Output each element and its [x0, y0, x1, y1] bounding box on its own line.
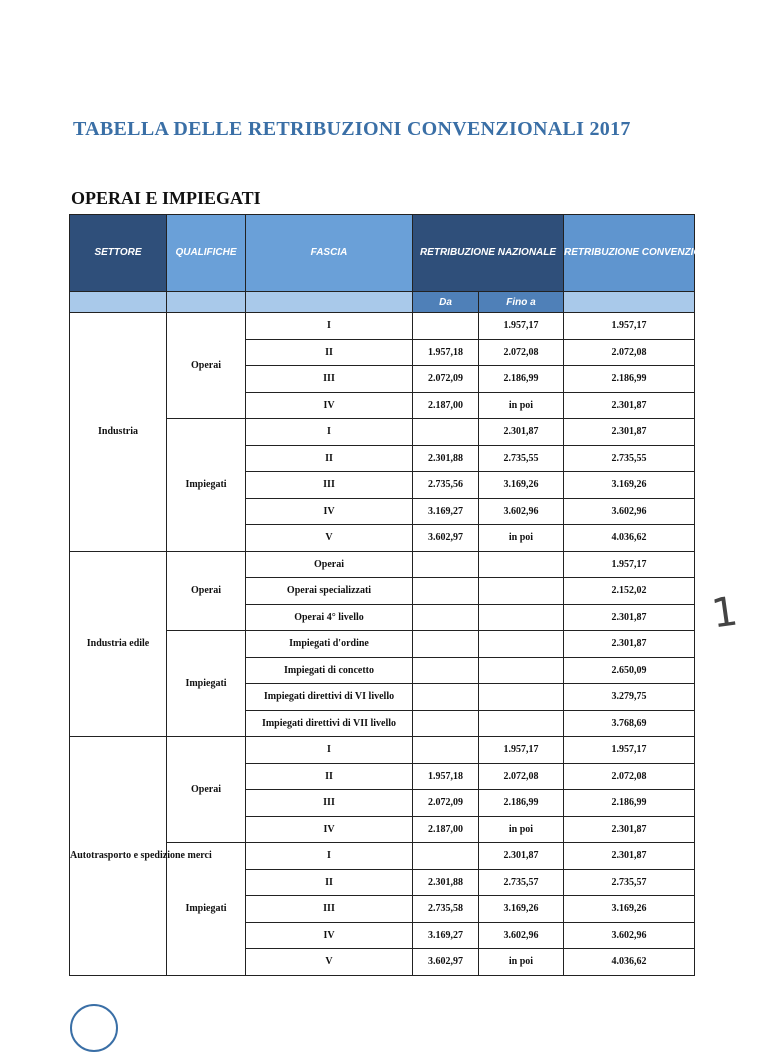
- fino-cell: 3.169,26: [479, 896, 564, 923]
- fascia-cell: III: [246, 896, 413, 923]
- fino-cell: in poi: [479, 816, 564, 843]
- conv-cell: 2.735,55: [564, 445, 695, 472]
- da-cell: 2.187,00: [413, 816, 479, 843]
- fascia-cell: III: [246, 790, 413, 817]
- fascia-cell: Operai 4° livello: [246, 604, 413, 631]
- fino-cell: 2.301,87: [479, 419, 564, 446]
- conv-cell: 1.957,17: [564, 313, 695, 340]
- da-cell: 2.301,88: [413, 445, 479, 472]
- conv-cell: 1.957,17: [564, 551, 695, 578]
- conv-cell: 2.152,02: [564, 578, 695, 605]
- subheader-empty: [70, 292, 167, 313]
- conv-cell: 2.072,08: [564, 339, 695, 366]
- qualifica-cell: Impiegati: [167, 843, 246, 976]
- conv-cell: 2.301,87: [564, 419, 695, 446]
- settore-cell: Industria: [70, 313, 167, 552]
- fascia-cell: I: [246, 313, 413, 340]
- fascia-cell: II: [246, 869, 413, 896]
- conv-cell: 2.301,87: [564, 392, 695, 419]
- fascia-cell: Impiegati di concetto: [246, 657, 413, 684]
- da-cell: 3.169,27: [413, 922, 479, 949]
- handwritten-page-number: 1: [708, 588, 741, 638]
- fino-cell: 2.301,87: [479, 843, 564, 870]
- da-cell: 3.169,27: [413, 498, 479, 525]
- da-cell: [413, 684, 479, 711]
- da-cell: 3.602,97: [413, 949, 479, 976]
- da-cell: [413, 710, 479, 737]
- fino-cell: 2.186,99: [479, 366, 564, 393]
- conv-cell: 2.301,87: [564, 816, 695, 843]
- fascia-cell: IV: [246, 922, 413, 949]
- fascia-cell: III: [246, 366, 413, 393]
- fino-cell: 2.735,55: [479, 445, 564, 472]
- fino-cell: [479, 604, 564, 631]
- table-row: [70, 737, 695, 764]
- conv-cell: 1.957,17: [564, 737, 695, 764]
- fino-cell: 3.602,96: [479, 498, 564, 525]
- fascia-cell: Operai specializzati: [246, 578, 413, 605]
- fino-cell: 3.602,96: [479, 922, 564, 949]
- subheader-empty: [167, 292, 246, 313]
- da-cell: 1.957,18: [413, 339, 479, 366]
- subheader-da: Da: [413, 292, 479, 313]
- fascia-cell: IV: [246, 392, 413, 419]
- fino-cell: [479, 710, 564, 737]
- table-header-row: [70, 215, 695, 292]
- qualifica-cell: Impiegati: [167, 631, 246, 737]
- fino-cell: [479, 578, 564, 605]
- conv-cell: 2.301,87: [564, 604, 695, 631]
- da-cell: [413, 604, 479, 631]
- table-subheader-row: [70, 292, 695, 313]
- fino-cell: [479, 631, 564, 658]
- da-cell: 3.602,97: [413, 525, 479, 552]
- fino-cell: [479, 684, 564, 711]
- conv-cell: 4.036,62: [564, 949, 695, 976]
- da-cell: [413, 419, 479, 446]
- fascia-cell: I: [246, 419, 413, 446]
- header-retribuzione-convenzionale: RETRIBUZIONE CONVENZIONALE: [564, 215, 695, 292]
- conv-cell: 2.186,99: [564, 366, 695, 393]
- header-fascia: FASCIA: [246, 215, 413, 292]
- da-cell: [413, 657, 479, 684]
- conv-cell: 3.768,69: [564, 710, 695, 737]
- conv-cell: 3.169,26: [564, 896, 695, 923]
- fascia-cell: II: [246, 763, 413, 790]
- table-row: [70, 313, 695, 340]
- da-cell: 2.301,88: [413, 869, 479, 896]
- conv-cell: 2.072,08: [564, 763, 695, 790]
- fascia-cell: Operai: [246, 551, 413, 578]
- fino-cell: 2.072,08: [479, 763, 564, 790]
- conv-cell: 2.186,99: [564, 790, 695, 817]
- conv-cell: 3.602,96: [564, 922, 695, 949]
- header-qualifiche: QUALIFICHE: [167, 215, 246, 292]
- da-cell: 2.072,09: [413, 366, 479, 393]
- da-cell: 2.735,56: [413, 472, 479, 499]
- subheader-empty: [564, 292, 695, 313]
- da-cell: [413, 843, 479, 870]
- fino-cell: [479, 551, 564, 578]
- fino-cell: 1.957,17: [479, 313, 564, 340]
- qualifica-cell: Operai: [167, 737, 246, 843]
- fascia-cell: I: [246, 737, 413, 764]
- conv-cell: 2.301,87: [564, 843, 695, 870]
- fascia-cell: Impiegati d'ordine: [246, 631, 413, 658]
- fino-cell: 2.072,08: [479, 339, 564, 366]
- fascia-cell: Impiegati direttivi di VII livello: [246, 710, 413, 737]
- da-cell: [413, 551, 479, 578]
- fascia-cell: II: [246, 339, 413, 366]
- conv-cell: 2.650,09: [564, 657, 695, 684]
- logo-icon: [70, 1004, 118, 1052]
- da-cell: 2.187,00: [413, 392, 479, 419]
- fascia-cell: IV: [246, 498, 413, 525]
- fino-cell: in poi: [479, 525, 564, 552]
- retribuzioni-table: [69, 214, 729, 976]
- da-cell: 2.735,58: [413, 896, 479, 923]
- fascia-cell: Impiegati direttivi di VI livello: [246, 684, 413, 711]
- page-title: TABELLA DELLE RETRIBUZIONI CONVENZIONALI 2017: [73, 118, 631, 140]
- da-cell: [413, 578, 479, 605]
- settore-cell: Autotrasporto e spedizione merci: [70, 737, 167, 976]
- fascia-cell: V: [246, 525, 413, 552]
- qualifica-cell: Operai: [167, 551, 246, 631]
- qualifica-cell: Operai: [167, 313, 246, 419]
- fascia-cell: V: [246, 949, 413, 976]
- fascia-cell: II: [246, 445, 413, 472]
- fascia-cell: IV: [246, 816, 413, 843]
- fino-cell: in poi: [479, 949, 564, 976]
- fascia-cell: III: [246, 472, 413, 499]
- conv-cell: 3.602,96: [564, 498, 695, 525]
- conv-cell: 3.279,75: [564, 684, 695, 711]
- qualifica-cell: Impiegati: [167, 419, 246, 552]
- subheader-fino-a: Fino a: [479, 292, 564, 313]
- fino-cell: 3.169,26: [479, 472, 564, 499]
- fino-cell: 2.735,57: [479, 869, 564, 896]
- fino-cell: in poi: [479, 392, 564, 419]
- fascia-cell: I: [246, 843, 413, 870]
- subheader-empty: [246, 292, 413, 313]
- settore-cell: Industria edile: [70, 551, 167, 737]
- header-retribuzione-nazionale: RETRIBUZIONE NAZIONALE: [413, 215, 564, 292]
- fino-cell: [479, 657, 564, 684]
- da-cell: 1.957,18: [413, 763, 479, 790]
- da-cell: [413, 737, 479, 764]
- conv-cell: 2.735,57: [564, 869, 695, 896]
- da-cell: [413, 313, 479, 340]
- fino-cell: 2.186,99: [479, 790, 564, 817]
- da-cell: 2.072,09: [413, 790, 479, 817]
- conv-cell: 3.169,26: [564, 472, 695, 499]
- da-cell: [413, 631, 479, 658]
- conv-cell: 4.036,62: [564, 525, 695, 552]
- section-subtitle: OPERAI E IMPIEGATI: [71, 188, 261, 208]
- conv-cell: 2.301,87: [564, 631, 695, 658]
- table-row: [70, 551, 695, 578]
- header-settore: SETTORE: [70, 215, 167, 292]
- fino-cell: 1.957,17: [479, 737, 564, 764]
